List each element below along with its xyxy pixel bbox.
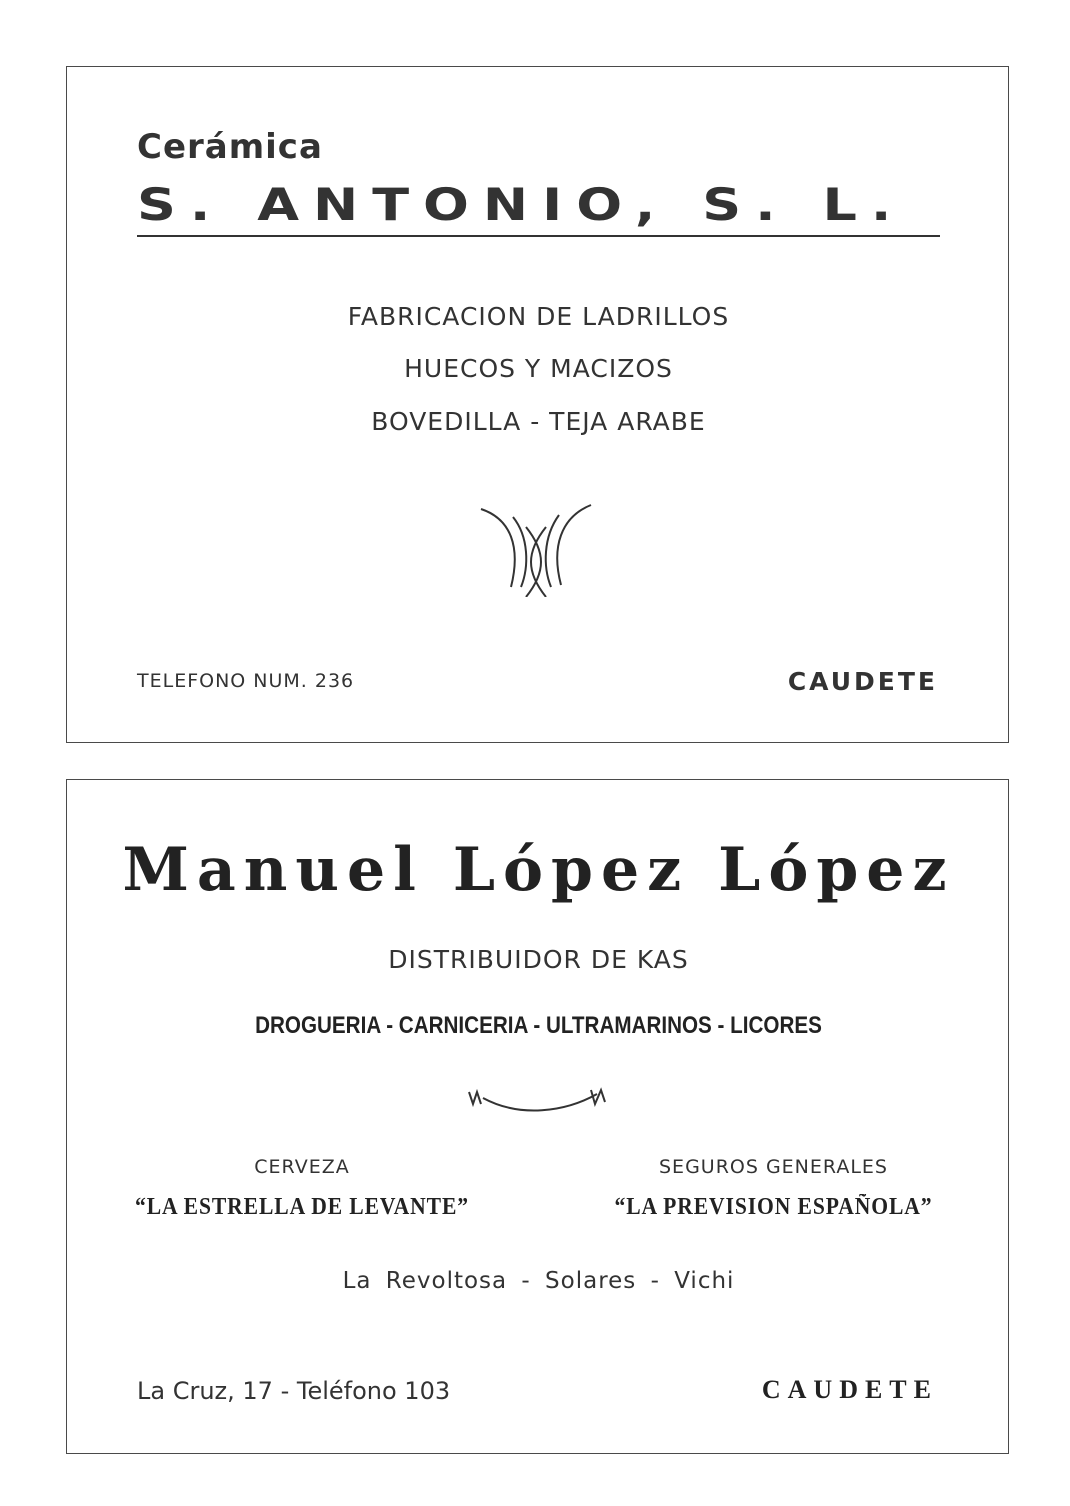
product-line-3: BOVEDILLA - TEJA ARABE <box>371 407 706 436</box>
owner-name: Manuel López López <box>122 835 955 905</box>
lopez-advertisement <box>66 779 1009 1454</box>
decorative-ornament-icon <box>471 497 601 597</box>
insurance-label: SEGUROS GENERALES <box>659 1156 888 1178</box>
title-underline <box>137 235 940 237</box>
trades-line: DROGUERIA - CARNICERIA - ULTRAMARINOS - LICORES <box>255 1012 822 1039</box>
city-name-2: CAUDETE <box>761 1375 938 1404</box>
product-line-1: FABRICACION DE LADRILLOS <box>347 302 730 331</box>
ceramica-advertisement <box>66 66 1009 743</box>
drink-brands: La Revoltosa - Solares - Vichi <box>342 1268 735 1294</box>
ceramica-header: Cerámica <box>137 127 323 167</box>
insurance-company: “LA PREVISION ESPAÑOLA” <box>614 1194 933 1220</box>
beer-label: CERVEZA <box>254 1156 350 1178</box>
phone-number: TELEFONO NUM. 236 <box>137 670 355 692</box>
company-name: S. ANTONIO, S. L. <box>137 179 906 231</box>
product-line-2: HUECOS Y MACIZOS <box>404 354 673 383</box>
decorative-swash-icon <box>465 1080 615 1120</box>
distributor-line: DISTRIBUIDOR DE KAS <box>388 945 689 974</box>
beer-brand: “LA ESTRELLA DE LEVANTE” <box>135 1194 469 1220</box>
address-phone: La Cruz, 17 - Teléfono 103 <box>137 1377 451 1405</box>
city-name: CAUDETE <box>787 667 938 696</box>
